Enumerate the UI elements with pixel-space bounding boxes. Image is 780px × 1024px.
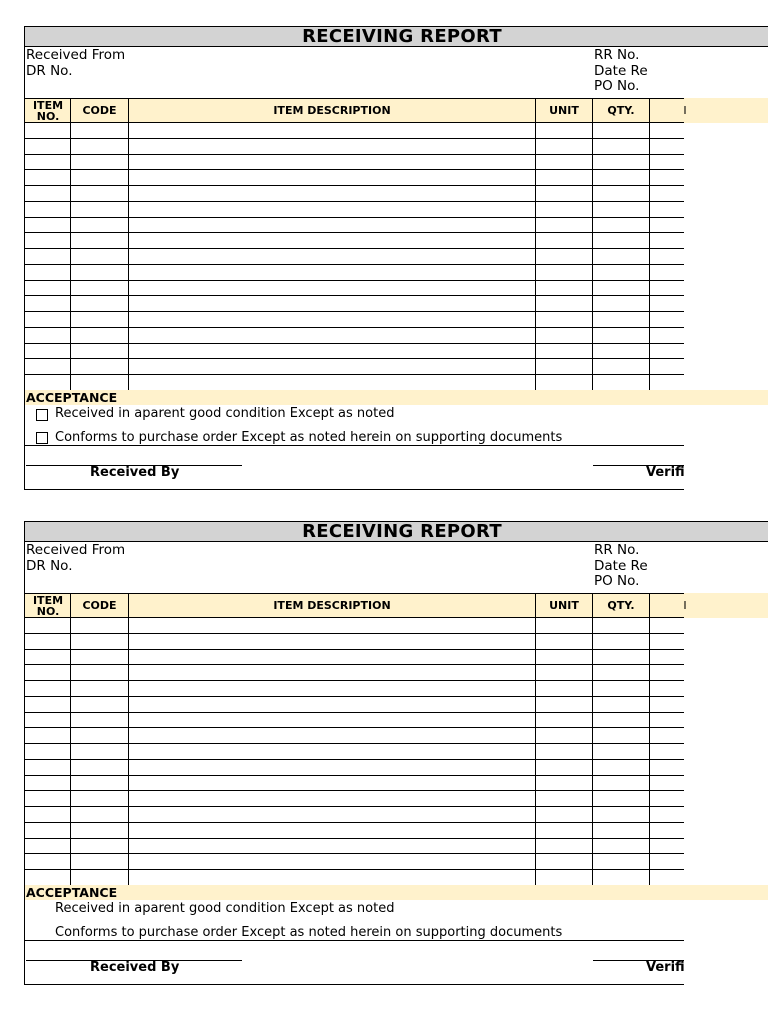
table-header-bottom-border [24,617,684,618]
report-body [24,521,687,985]
po-no-label: PO No. [594,573,640,589]
rr-no-label: RR No. [594,47,640,63]
table-row-line [24,822,684,823]
received-by-label: Received By [90,465,180,480]
table-row-line [24,759,684,760]
po-no-label: PO No. [594,78,640,94]
table-column-line [535,98,536,390]
table-row-line [24,838,684,839]
table-column-line [70,98,71,390]
table-column-line [24,98,25,390]
table-column-line [24,593,25,885]
table-row-line [24,327,684,328]
table-header-bottom-border [24,122,684,123]
table-row-line [24,295,684,296]
table-row-line [24,712,684,713]
table-header-top-border [24,98,684,99]
col-unit: UNIT [549,104,579,117]
table-row-line [24,649,684,650]
table-row-line [24,343,684,344]
table-row-line [24,185,684,186]
table-column-line [128,593,129,885]
col-qty: QTY. [607,104,635,117]
report-left-border-top [24,26,25,98]
table-header-top-border [24,593,684,594]
col-qty: QTY. [607,599,635,612]
col-extra: I [683,599,687,612]
table-row-line [24,743,684,744]
received-by-label: Received By [90,960,180,975]
table-row-line [24,264,684,265]
acceptance-divider [24,940,684,941]
table-row-line [24,248,684,249]
table-row-line [24,358,684,359]
table-row-line [24,680,684,681]
table-row-line [24,232,684,233]
table-row-line [24,633,684,634]
table-column-line [592,593,593,885]
acceptance-option-conforms-po: Conforms to purchase order Except as noted herein on supporting documents [55,925,563,940]
col-description: ITEM DESCRIPTION [273,599,391,612]
table-column-line [128,98,129,390]
col-code: CODE [82,599,117,612]
report-left-border [24,390,25,490]
acceptance-label: ACCEPTANCE [26,885,118,900]
table-row-line [24,374,684,375]
date-received-label: Date Re [594,558,648,574]
report-title: RECEIVING REPORT [302,521,502,542]
checkbox-good-condition[interactable] [36,409,48,421]
col-unit: UNIT [549,599,579,612]
table-row-line [24,806,684,807]
table-column-line [70,593,71,885]
received-from-label: Received From [26,47,126,63]
report-bottom-border [24,489,684,490]
table-row-line [24,664,684,665]
report-bottom-border [24,984,684,985]
col-item-no: ITEM NO. [32,593,64,618]
acceptance-option-good-condition: Received in aparent good condition Except as noted [55,901,395,916]
report-body [24,26,687,490]
table-row-line [24,775,684,776]
date-received-label: Date Re [594,63,648,79]
report-left-border-top [24,521,25,593]
acceptance-label: ACCEPTANCE [26,390,118,405]
table-row-line [24,217,684,218]
acceptance-option-conforms-po: Conforms to purchase order Except as noted herein on supporting documents [55,430,563,445]
table-row-line [24,727,684,728]
table-row-line [24,790,684,791]
col-item-no: ITEM NO. [32,98,64,123]
table-row-line [24,696,684,697]
col-extra: I [683,104,687,117]
receiving-report-1 [24,26,768,490]
table-column-line [592,98,593,390]
table-row-line [24,280,684,281]
table-column-line [535,593,536,885]
verified-by-label: Verifi [646,960,685,975]
checkbox-conforms-po[interactable] [36,432,48,444]
receiving-report-2 [24,521,768,985]
table-row-line [24,311,684,312]
report-title: RECEIVING REPORT [302,26,502,47]
table-row-line [24,138,684,139]
table-row-line [24,154,684,155]
dr-no-label: DR No. [26,558,73,574]
col-description: ITEM DESCRIPTION [273,104,391,117]
table-column-line [649,593,650,885]
received-from-label: Received From [26,542,126,558]
acceptance-option-good-condition: Received in aparent good condition Except as noted [55,406,395,421]
verified-by-label: Verifi [646,465,685,480]
table-row-line [24,201,684,202]
table-row-line [24,169,684,170]
dr-no-label: DR No. [26,63,73,79]
table-row-line [24,869,684,870]
acceptance-divider [24,445,684,446]
report-left-border [24,885,25,985]
table-column-line [649,98,650,390]
col-code: CODE [82,104,117,117]
rr-no-label: RR No. [594,542,640,558]
table-row-line [24,853,684,854]
